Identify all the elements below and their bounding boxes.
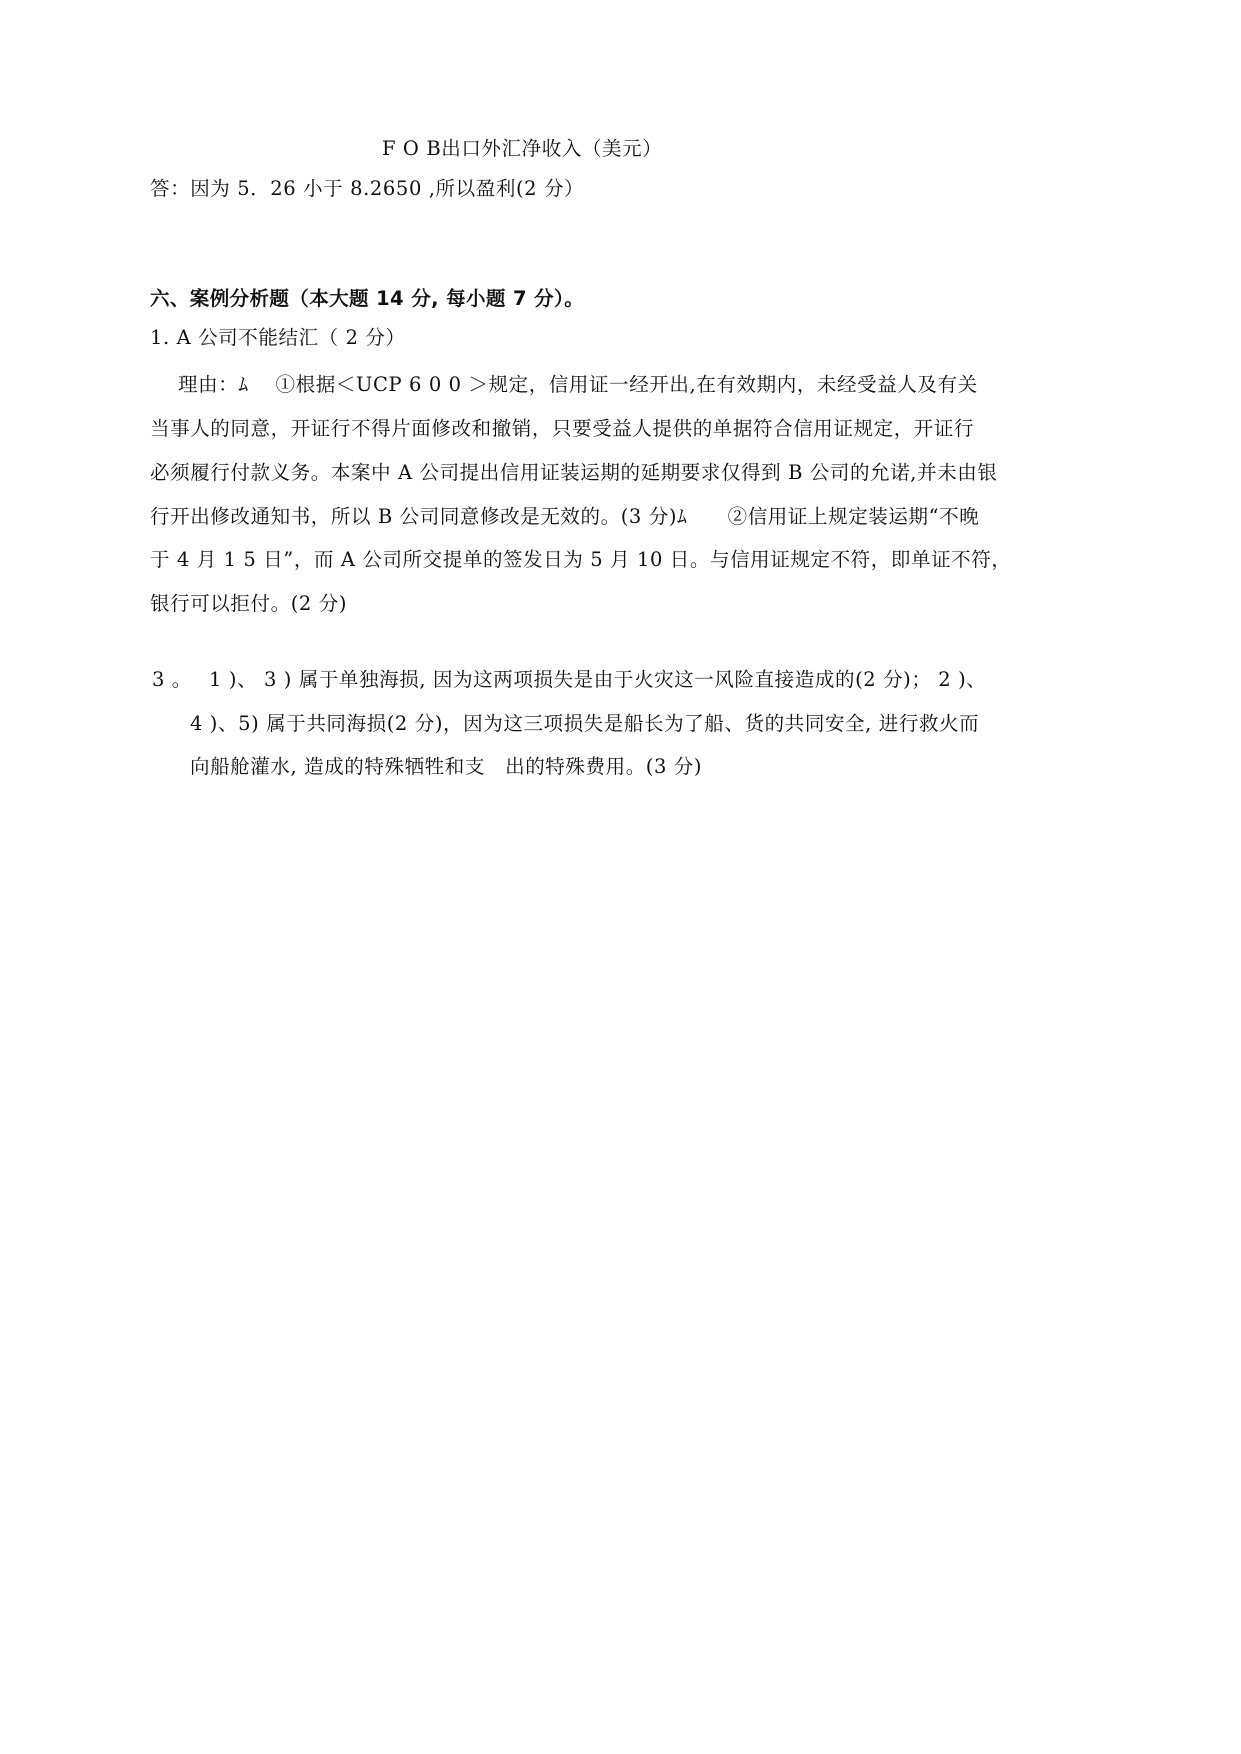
q1-reason-line: 必须履行付款义务。本案中 A 公司提出信用证装运期的延期要求仅得到 B 公司的允诺,并未由银 <box>150 461 998 484</box>
q1-answer: 1. A 公司不能结汇（ 2 分） <box>150 326 406 349</box>
q1-reason-line: 银行可以拒付。(2 分) <box>150 592 348 615</box>
q1-reason-line: 于 4 月 1 5 日”，而 A 公司所交提单的签发日为 5 月 10 日。与信用证规定不符，即单证不符， <box>150 548 1012 571</box>
calc-caption: F O B出口外汇净收入（美元） <box>382 137 663 160</box>
q1-reason-line: 当事人的同意，开证行不得片面修改和撤销，只要受益人提供的单据符合信用证规定，开证行 <box>150 417 975 440</box>
q3-line: 3 。 1 )、 3 ) 属于单独海损, 因为这两项损失是由于火灾这一风险直接造成的(2 分)； 2 )、 <box>152 668 987 691</box>
q3-line: 4 )、5) 属于共同海损(2 分)，因为这三项损失是船长为了船、货的共同安全, 进行救火而 <box>190 712 980 735</box>
section-heading: 六、案例分析题（本大题 14 分, 每小题 7 分）。 <box>150 287 585 310</box>
q1-reason-line: 行开出修改通知书，所以 B 公司同意修改是无效的。(3 分)ﾑ ②信用证上规定装运期“不晚 <box>150 505 980 528</box>
q1-reason-line: 理由：ﾑ ①根据＜UCP 6 0 0 ＞规定，信用证一经开出,在有效期内，未经受益人及有关 <box>178 373 978 396</box>
calc-answer: 答：因为 5．26 小于 8.2650 ,所以盈利(2 分） <box>150 177 585 200</box>
q3-line: 向船舱灌水, 造成的特殊牺牲和支 出的特殊费用。(3 分) <box>190 755 703 778</box>
